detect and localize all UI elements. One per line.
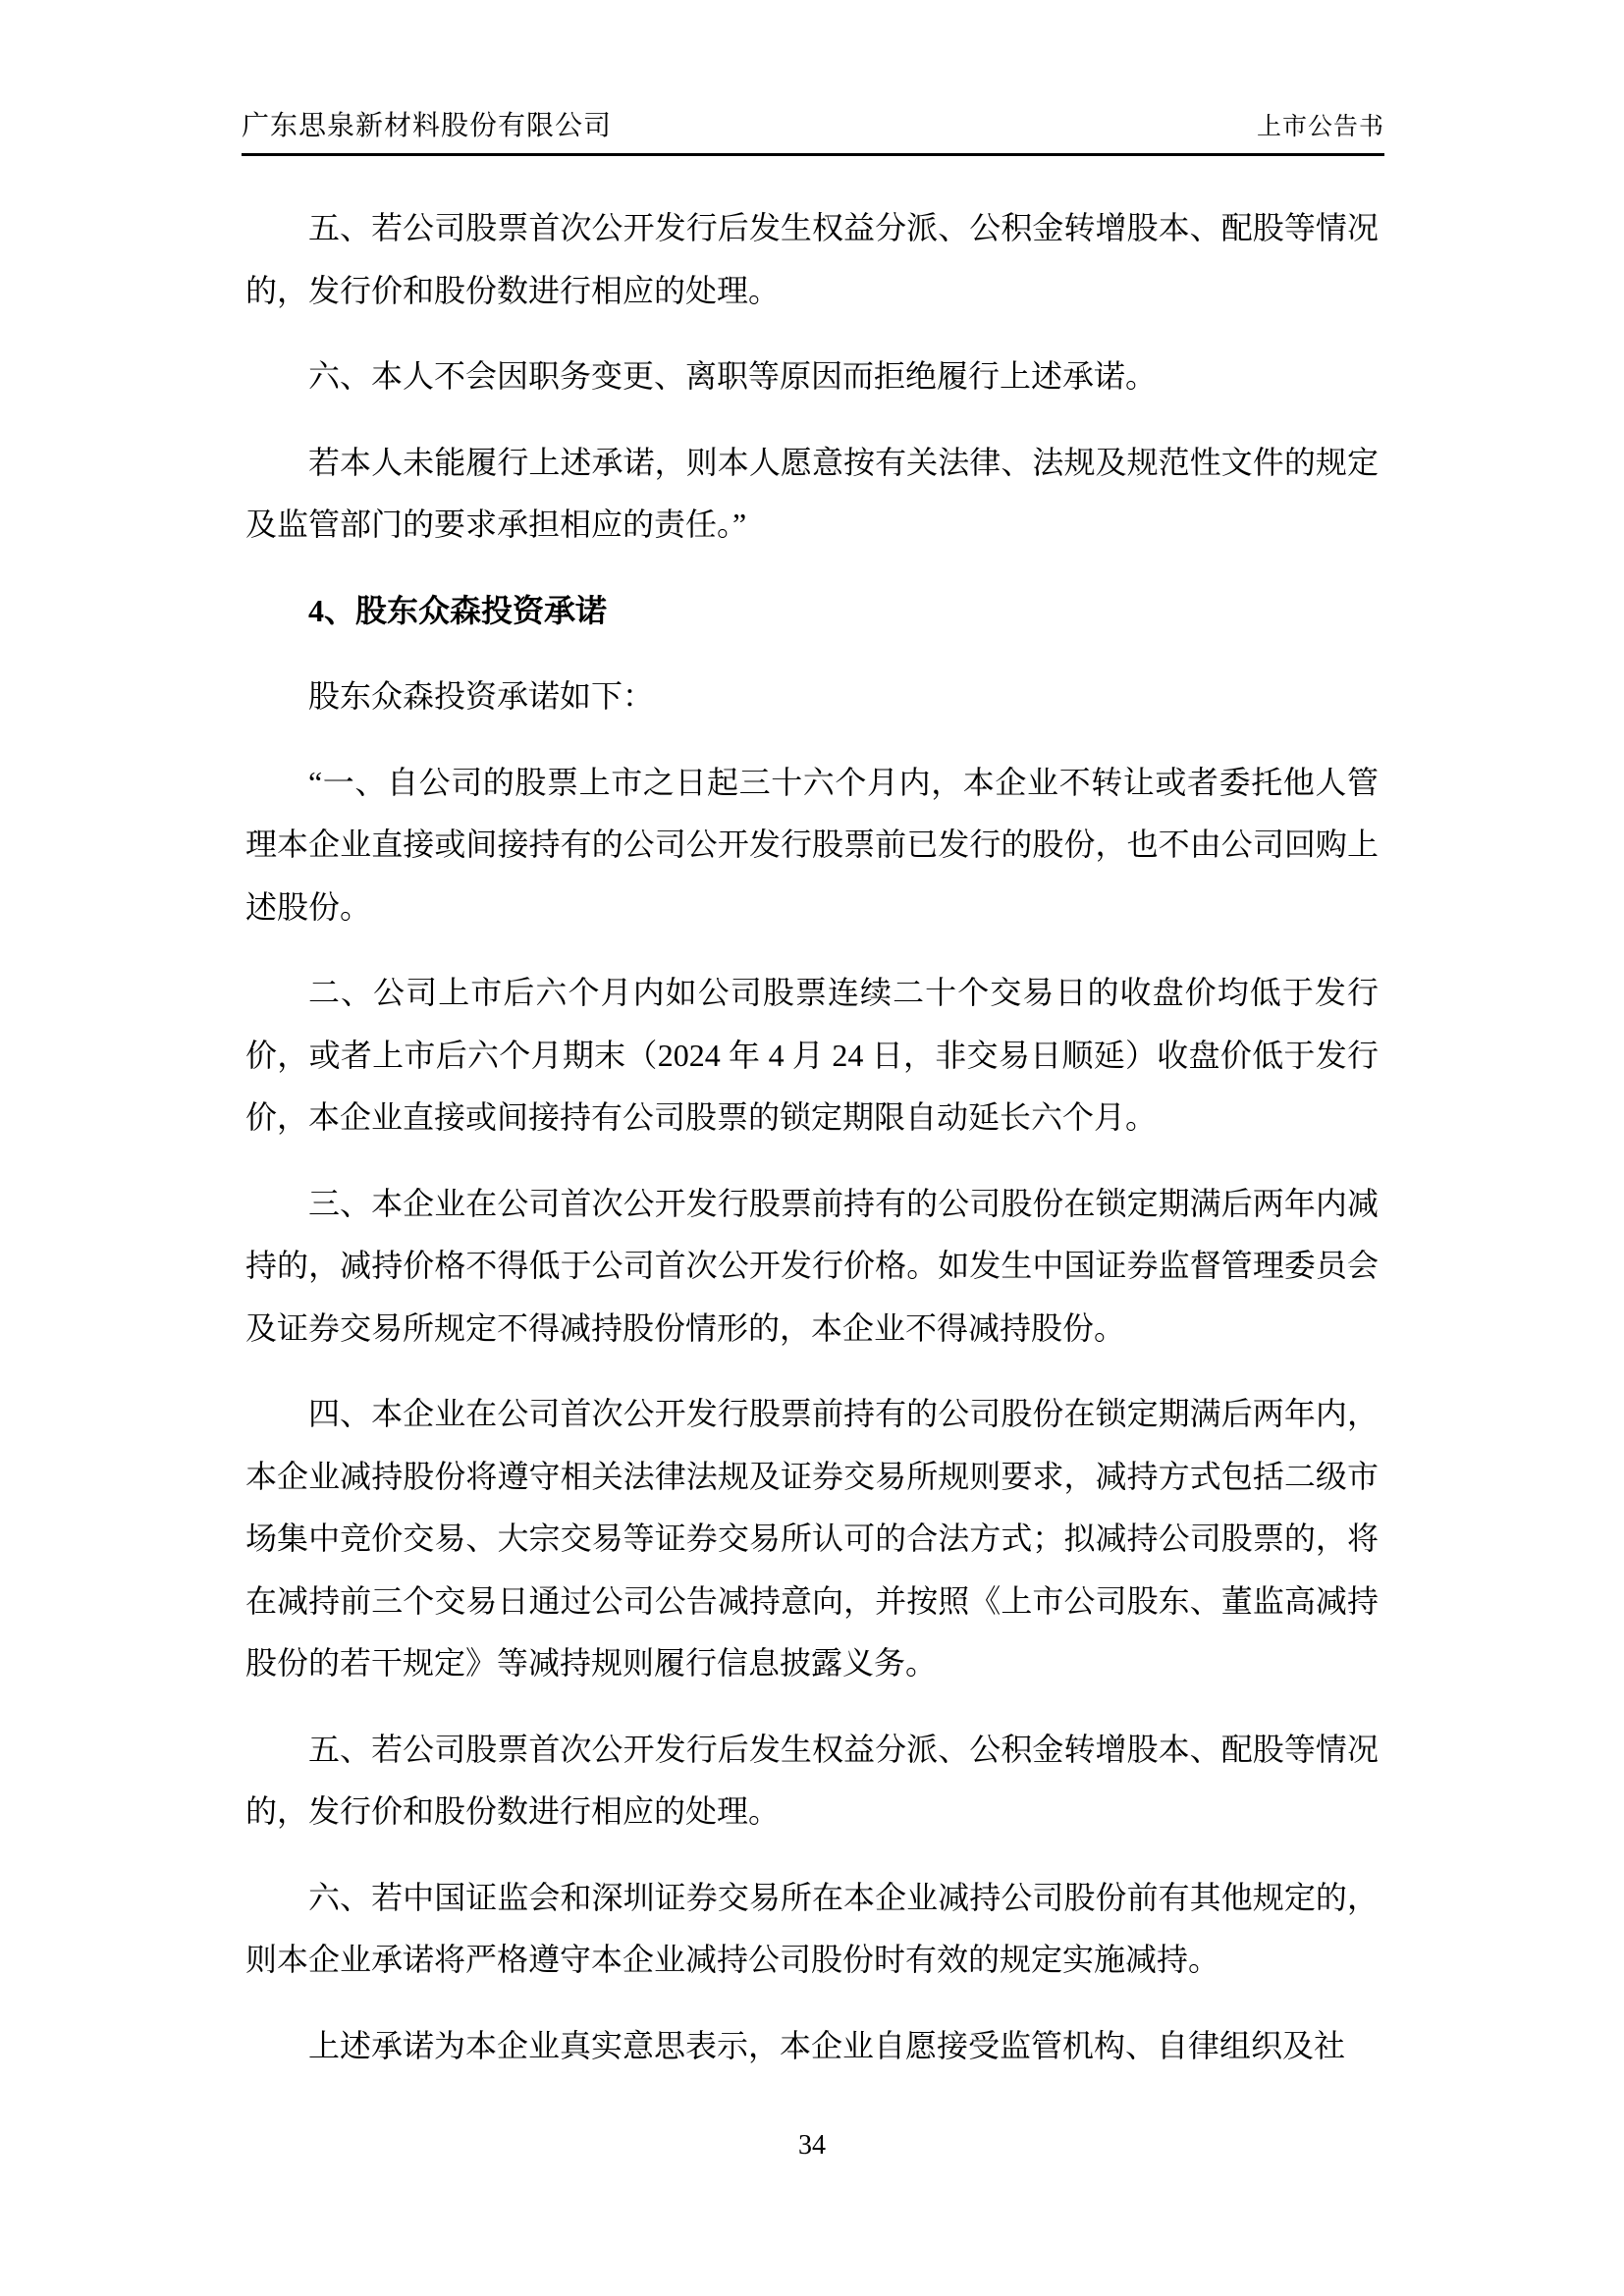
paragraph: 五、若公司股票首次公开发行后发生权益分派、公积金转增股本、配股等情况的，发行价和股份数进行相应的处理。 (245, 210, 1379, 308)
document-body (245, 197, 1379, 2101)
page-footer (0, 2130, 1624, 2162)
page-header (242, 110, 1384, 156)
paragraph: 三、本企业在公司首次公开发行股票前持有的公司股份在锁定期满后两年内减持的，减持价格不得低于公司首次公开发行价格。如发生中国证券监督管理委员会及证券交易所规定不得减持股份情形的，本企业不得减持股份。 (245, 1185, 1379, 1346)
paragraph: 五、若公司股票首次公开发行后发生权益分派、公积金转增股本、配股等情况的，发行价和股份数进行相应的处理。 (245, 1731, 1379, 1829)
page-number: 34 (798, 2130, 826, 2161)
paragraph: 若本人未能履行上述承诺，则本人愿意按有关法律、法规及规范性文件的规定及监管部门的要求承担相应的责任。” (245, 444, 1379, 542)
paragraph: 四、本企业在公司首次公开发行股票前持有的公司股份在锁定期满后两年内，本企业减持股份将遵守相关法律法规及证券交易所规则要求，减持方式包括二级市场集中竞价交易、大宗交易等证券交易所认可的合法方式；拟减持公司股票的，将在减持前三个交易日通过公司公告减持意向，并按照《上市公司股东、董监高减持股份的若干规定》等减持规则履行信息披露义务。 (245, 1396, 1379, 1681)
paragraph: 股东众森投资承诺如下： (308, 678, 655, 714)
paragraph: 上述承诺为本企业真实意思表示，本企业自愿接受监管机构、自律组织及社 (308, 2027, 1346, 2063)
paragraph: “一、自公司的股票上市之日起三十六个月内，本企业不转让或者委托他人管理本企业直接或间接持有的公司公开发行股票前已发行的股份，也不由公司回购上述股份。 (245, 764, 1379, 925)
header-doc-type: 上市公告书 (1256, 114, 1384, 140)
paragraph: 二、公司上市后六个月内如公司股票连续二十个交易日的收盘价均低于发行价，或者上市后六个月期末（2024 年 4 月 24 日，非交易日顺延）收盘价低于发行价，本企业直接或间接持有公司股票的锁定期限自动延长六个月。 (245, 975, 1379, 1135)
paragraph: 六、若中国证监会和深圳证券交易所在本企业减持公司股份前有其他规定的，则本企业承诺将严格遵守本企业减持公司股份时有效的规定实施减持。 (245, 1879, 1379, 1977)
paragraph: 六、本人不会因职务变更、离职等原因而拒绝履行上述承诺。 (308, 358, 1158, 394)
header-company-name: 广东思泉新材料股份有限公司 (242, 111, 613, 141)
section-heading: 4、股东众森投资承诺 (308, 592, 608, 628)
